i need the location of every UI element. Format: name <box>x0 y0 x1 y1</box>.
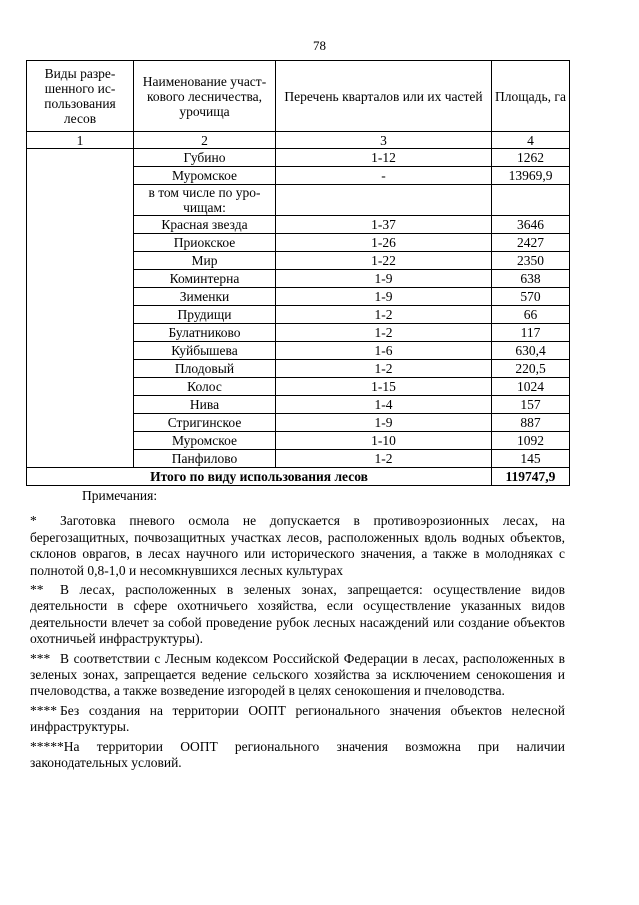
quarters-cell: 1-37 <box>276 216 492 234</box>
table-header-row <box>27 61 570 132</box>
quarters-cell: 1-2 <box>276 324 492 342</box>
quarters-cell: 1-22 <box>276 252 492 270</box>
total-row <box>27 468 570 486</box>
notes-list <box>30 513 565 771</box>
forestry-name-cell: Приокское <box>134 234 276 252</box>
quarters-cell: 1-15 <box>276 378 492 396</box>
column-number-row <box>27 132 570 149</box>
use-type-cell <box>27 149 134 468</box>
forestry-name-cell: Стригинское <box>134 414 276 432</box>
column-number: 1 <box>27 132 134 149</box>
forestry-name-cell: в том числе по уро-чищам: <box>134 185 276 216</box>
note-mark: ***** <box>30 738 64 754</box>
notes-section <box>30 488 565 775</box>
note-mark: ** <box>30 582 44 598</box>
quarters-cell: 1-6 <box>276 342 492 360</box>
header-quarters: Перечень кварталов или их частей <box>276 61 492 132</box>
area-cell: 638 <box>492 270 570 288</box>
quarters-cell: 1-9 <box>276 414 492 432</box>
quarters-cell: 1-9 <box>276 288 492 306</box>
forestry-name-cell: Красная звезда <box>134 216 276 234</box>
note-item <box>30 651 565 700</box>
header-area: Площадь, га <box>492 61 570 132</box>
header-use-type: Виды разре-шенного ис-пользования лесов <box>27 61 134 132</box>
forestry-name-cell: Плодовый <box>134 360 276 378</box>
area-cell: 1262 <box>492 149 570 167</box>
area-cell: 66 <box>492 306 570 324</box>
forestry-name-cell: Куйбышева <box>134 342 276 360</box>
note-item <box>30 703 565 736</box>
area-cell: 13969,9 <box>492 167 570 185</box>
total-label: Итого по виду использования лесов <box>27 468 492 486</box>
area-cell: 145 <box>492 450 570 468</box>
forestry-name-cell: Панфилово <box>134 450 276 468</box>
note-item <box>30 739 565 772</box>
note-mark: **** <box>30 702 57 718</box>
quarters-cell: 1-9 <box>276 270 492 288</box>
forestry-name-cell: Колос <box>134 378 276 396</box>
column-number: 4 <box>492 132 570 149</box>
quarters-cell: 1-2 <box>276 306 492 324</box>
table-row <box>27 149 570 167</box>
quarters-cell: 1-12 <box>276 149 492 167</box>
area-cell: 630,4 <box>492 342 570 360</box>
forest-use-table <box>26 60 570 486</box>
area-cell <box>492 185 570 216</box>
forestry-name-cell: Булатниково <box>134 324 276 342</box>
forestry-name-cell: Коминтерна <box>134 270 276 288</box>
forestry-name-cell: Губино <box>134 149 276 167</box>
note-item <box>30 513 565 579</box>
header-forestry-name: Наименование участ-кового лесничества, урочища <box>134 61 276 132</box>
column-number: 3 <box>276 132 492 149</box>
note-text: В соответствии с Лесным кодексом Российской Федерации в лесах, расположенных в зеленых зонах, запрещается ведение сельского хозяйства за исключением сенокошения и пчеловодства, а также возведение изгородей в целях сенокошения и пчеловодства. <box>30 650 565 699</box>
area-cell: 1024 <box>492 378 570 396</box>
area-cell: 1092 <box>492 432 570 450</box>
area-cell: 117 <box>492 324 570 342</box>
area-cell: 220,5 <box>492 360 570 378</box>
area-cell: 570 <box>492 288 570 306</box>
quarters-cell: - <box>276 167 492 185</box>
column-number: 2 <box>134 132 276 149</box>
note-text: Без создания на территории ООПТ регионального значения объектов нелесной инфраструктуры. <box>30 702 565 735</box>
forestry-name-cell: Мир <box>134 252 276 270</box>
total-value: 119747,9 <box>492 468 570 486</box>
quarters-cell: 1-10 <box>276 432 492 450</box>
forestry-name-cell: Зименки <box>134 288 276 306</box>
forestry-name-cell: Муромское <box>134 432 276 450</box>
note-mark: *** <box>30 650 51 666</box>
area-cell: 2350 <box>492 252 570 270</box>
note-text: Заготовка пневого осмола не допускается в противоэрозионных лесах, на берегозащитных, почвозащитных участках лесов, расположенных вдоль водных объектов, склонов оврагов, в лесах научного или исторического значения, а также в молодняках с полнотой 0,8-1,0 и несомкнувшихся лесных культурах <box>30 513 565 578</box>
page-number: 78 <box>313 38 326 53</box>
area-cell: 2427 <box>492 234 570 252</box>
quarters-cell: 1-2 <box>276 450 492 468</box>
forestry-name-cell: Прудищи <box>134 306 276 324</box>
forestry-name-cell: Муромское <box>134 167 276 185</box>
note-item <box>30 582 565 648</box>
area-cell: 887 <box>492 414 570 432</box>
forestry-name-cell: Нива <box>134 396 276 414</box>
note-mark: * <box>30 513 37 529</box>
quarters-cell: 1-4 <box>276 396 492 414</box>
quarters-cell: 1-26 <box>276 234 492 252</box>
area-cell: 157 <box>492 396 570 414</box>
notes-heading: Примечания: <box>82 488 158 503</box>
note-text: В лесах, расположенных в зеленых зонах, запрещается: осуществление видов деятельности в сфере охотничьего хозяйства, если осуществление указанных видов деятельности влечет за собой проведение рубок лесных насаждений или создание объектов охотничьей инфраструктуры). <box>30 582 565 647</box>
note-text: На территории ООПТ регионального значения возможна при наличии законодательных условий. <box>30 738 565 771</box>
quarters-cell <box>276 185 492 216</box>
area-cell: 3646 <box>492 216 570 234</box>
quarters-cell: 1-2 <box>276 360 492 378</box>
